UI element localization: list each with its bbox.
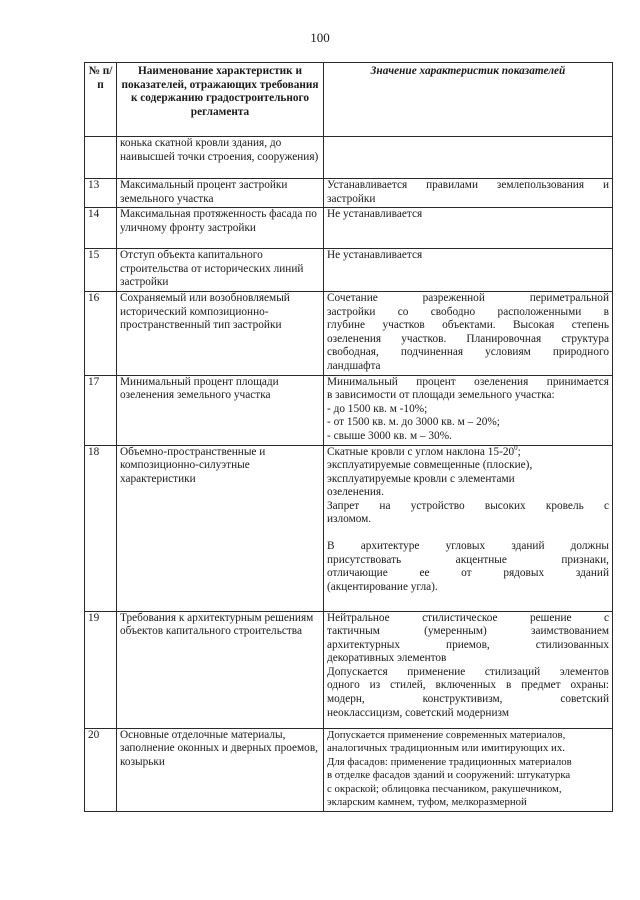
row-num: 14 — [85, 208, 117, 249]
value-line: - свыше 3000 кв. м – 30%. — [327, 429, 452, 442]
value-line: застройки — [327, 192, 376, 205]
row-name: конька скатной кровли здания, до наивысшей точки строения, сооружения) — [117, 137, 324, 179]
value-line: Допускается применение стилизаций элементов — [327, 665, 609, 678]
row-num: 17 — [85, 375, 117, 445]
value-line: Сочетание разреженной периметральной — [327, 291, 609, 304]
value-line: эксплуатируемые совмещенные (плоские), — [327, 459, 533, 472]
header-name: Наименование характеристик и показателей, отражающих требования к содержанию градостроительного регламента — [117, 63, 324, 137]
value-line-text: Скатные кровли с углом наклона 15-20 — [327, 445, 515, 458]
row-value — [324, 445, 613, 611]
row-name: Объемно-пространственные и композиционно-силуэтные характеристики — [117, 445, 324, 611]
row-value — [324, 137, 613, 179]
row-name: Основные отделочные материалы, заполнение оконных и дверных проемов, козырьки — [117, 728, 324, 812]
regulation-table — [84, 62, 613, 812]
row-value — [324, 179, 613, 208]
header-num: № п/п — [85, 63, 117, 137]
row-value — [324, 728, 613, 812]
value-line: свободная, подчиненная условиям природного — [327, 346, 609, 359]
row-value — [324, 611, 613, 728]
row-name: Сохраняемый или возобновляемый исторический композиционно-пространственный тип застройки — [117, 291, 324, 375]
value-line: модерн, конструктивизм, советский — [327, 693, 609, 706]
table-row — [85, 375, 613, 445]
table-row — [85, 179, 613, 208]
row-value — [324, 208, 613, 249]
row-name: Требования к архитектурным решениям объектов капитального строительства — [117, 611, 324, 728]
table-row — [85, 249, 613, 292]
value-line: аналогичных традиционным или имитирующих их. — [327, 742, 565, 755]
value-line: экларским камнем, туфом, мелкоразмерной — [327, 796, 527, 809]
value-line: с окраской; облицовка песчаником, ракушечником, — [327, 782, 562, 795]
value-line: застройки со свободно расположенными в — [327, 305, 609, 318]
value-line: Минимальный процент озеленения принимается — [327, 375, 609, 388]
row-num: 13 — [85, 179, 117, 208]
row-name: Отступ объекта капитального строительства от исторических линий застройки — [117, 249, 324, 292]
value-line: Не устанавливается — [327, 249, 423, 262]
value-line: в отделке фасадов зданий и сооружений: штукатурка — [327, 769, 571, 782]
value-line: Запрет на устройство высоких кровель с — [327, 499, 609, 512]
value-line — [327, 443, 609, 460]
table-row — [85, 208, 613, 249]
row-num: 20 — [85, 728, 117, 812]
row-name: Максимальный процент застройки земельного участка — [117, 179, 324, 208]
degree-superscript: 0 — [514, 443, 518, 452]
value-line: присутствовать акцентные признаки, — [327, 553, 609, 566]
table-header-row — [85, 63, 613, 137]
table-row — [85, 291, 613, 375]
value-line: тактичным (умеренным) заимствованием — [327, 625, 609, 638]
value-line: ландшафта — [327, 359, 381, 372]
row-num: 19 — [85, 611, 117, 728]
table-row — [85, 445, 613, 611]
table-row — [85, 728, 613, 812]
value-line: - до 1500 кв. м -10%; — [327, 402, 428, 415]
value-line: озеленения. — [327, 486, 384, 499]
value-line: одного из стилей, включенных в предмет охраны: — [327, 679, 609, 692]
value-line: неоклассицизм, советский модернизм — [327, 706, 509, 719]
row-num — [85, 137, 117, 179]
row-name: Максимальная протяженность фасада по уличному фронту застройки — [117, 208, 324, 249]
value-line: в зависимости от площади земельного участка: — [327, 389, 555, 402]
value-line: декоративных элементов — [327, 652, 447, 665]
value-line: глубине участков объектами. Высокая степень — [327, 319, 609, 332]
value-line: - от 1500 кв. м. до 3000 кв. м – 20%; — [327, 416, 500, 429]
value-line: Не устанавливается — [327, 208, 423, 221]
value-line: Для фасадов: применение традиционных материалов — [327, 755, 572, 768]
row-num: 16 — [85, 291, 117, 375]
value-line: Нейтральное стилистическое решение с — [327, 611, 609, 624]
row-name: Минимальный процент площади озеленения земельного участка — [117, 375, 324, 445]
table-row — [85, 137, 613, 179]
page-number: 100 — [310, 30, 330, 45]
value-line: отличающие ее от рядовых зданий — [327, 567, 609, 580]
table-row — [85, 611, 613, 728]
degree-suffix: ; — [517, 445, 521, 458]
value-line: В архитектуре угловых зданий должны — [327, 540, 609, 553]
value-line: архитектурных приемов, стилизованных — [327, 638, 609, 651]
row-num: 15 — [85, 249, 117, 292]
value-line: Допускается применение современных материалов, — [327, 728, 566, 741]
value-line: Устанавливается правилами землепользования и — [327, 179, 609, 191]
row-value — [324, 375, 613, 445]
value-line: озеленения участков. Планировочная структура — [327, 332, 609, 345]
row-value — [324, 291, 613, 375]
value-line: (акцентирование угла). — [327, 580, 438, 593]
row-num: 18 — [85, 445, 117, 611]
header-value: Значение характеристик показателей — [324, 63, 613, 137]
value-gap — [327, 527, 609, 540]
value-line: эксплуатируемые кровли с элементами — [327, 472, 515, 485]
value-line: изломом. — [327, 513, 372, 526]
row-value — [324, 249, 613, 292]
